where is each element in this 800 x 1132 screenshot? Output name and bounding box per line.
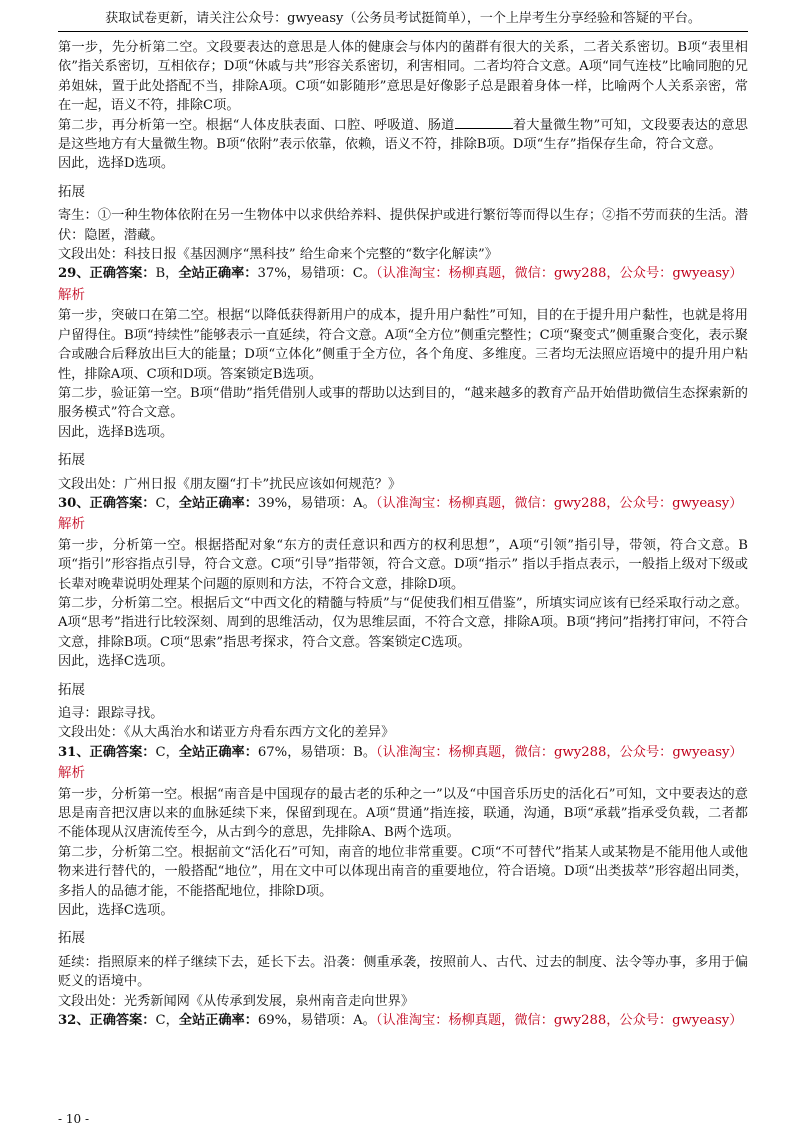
step-2-text-before: 第二步，再分析第一空。根据“人体皮肤表面、口腔、呼吸道、肠道 (58, 117, 455, 133)
answer-key-label: 正确答案： (89, 495, 156, 511)
analysis-step-1: 第一步，分析第一空。根据搭配对象“东方的责任意识和西方的权利思想”，A项“引领”指引导，带领，符合文意。B项“指引”形容指点引导，符合文意。C项“引导”指带领，符合文意。D项“指示” 指以手指点表示，一般指上级对下级或长辈对晚辈说明处理某个问题的原则和方法，不符合文意，排除D项。 (58, 537, 748, 592)
accuracy-label: 全站正确率： (178, 266, 258, 282)
extension-label: 拓展 (58, 183, 85, 200)
analysis-step-2 (58, 116, 748, 155)
promo-text: （认准淘宝：杨柳真题，微信：gwy288，公众号：gwyeasy） (376, 266, 743, 282)
analysis-step-2: 第二步，分析第二空。根据前文“活化石”可知，南音的地位非常重要。C项“不可替代”指某人或某物是不能用他人或他物来进行替代的，一般搭配“地位”，用在文中可以体现出南音的重要地位，符合语境。D项“出类拔萃”形容超出同类，多指人的品德才能，不能搭配地位，排除D项。 (58, 844, 748, 899)
analysis-step-1: 第一步，分析第一空。根据“南音是中国现存的最古老的乐种之一”以及“中国音乐历史的活化石”可知，文中要表达的意思是南音把汉唐以来的血脉延续下来，保留到现在。A项“贯通”指连接，联通，沟通，B项“承载”指承受负载，二者都不能体现从汉唐流传至今，从古到今的意思，先排除A、B两个选项。 (58, 786, 748, 841)
question-number: 30、 (58, 495, 90, 511)
extension-label: 拓展 (58, 452, 85, 469)
question-31 (58, 743, 748, 1011)
extension-text: 追寻：跟踪寻找。 (58, 706, 164, 721)
question-29 (58, 264, 748, 493)
analysis-step-1: 第一步，先分析第二空。文段要表达的意思是人体的健康会与体内的菌群有很大的关系，二者关系密切。B项“表里相依”指关系密切，互相依存；D项“休戚与共”形容关系密切，利害相同。二者均符合文意。A项“同气连枝”比喻同胞的兄弟姐妹，置于此处搭配不当，排除A项。C项“如影随形”意思是好像影子总是跟着身体一样，比喻两个人关系亲密，常在一起，语义不符，排除C项。 (58, 40, 748, 114)
accuracy-value: 67%，易错项：B。 (257, 744, 377, 760)
answer-line (58, 494, 748, 513)
question-number: 32、 (58, 1013, 90, 1029)
analysis-label: 解析 (58, 765, 85, 782)
accuracy-value: 39%，易错项：A。 (257, 495, 376, 511)
page-number: - 10 - (58, 1112, 90, 1126)
accuracy-value: 37%，易错项：C。 (257, 266, 377, 282)
answer-key-label: 正确答案： (89, 1013, 156, 1029)
source-text: 文段出处：广州日报《朋友圈“打卡”扰民应该如何规范？》 (58, 476, 402, 492)
extension-text: 寄生：①一种生物体依附在另一生物体中以求供给养料、提供保护或进行繁衍等而得以生存；②指不劳而获的生活。潜伏：隐匿，潜藏。 (58, 208, 748, 243)
accuracy-label: 全站正确率： (178, 1013, 258, 1029)
extension-label: 拓展 (58, 681, 85, 698)
answer-line (58, 743, 748, 762)
fill-blank (455, 117, 513, 129)
page-header: 获取试卷更新，请关注公众号：gwyeasy（公务员考试挺简单），一个上岸考生分享经验和答疑的平台。 (58, 10, 748, 32)
answer-key-label: 正确答案： (89, 266, 156, 282)
promo-text: （认准淘宝：杨柳真题，微信：gwy288，公众号：gwyeasy） (375, 495, 743, 511)
analysis-label: 解析 (58, 516, 85, 533)
question-number: 29、 (58, 266, 90, 282)
question-28-analysis (58, 38, 748, 264)
accuracy-value: 69%，易错项：A。 (257, 1013, 376, 1029)
extension-label: 拓展 (58, 930, 85, 947)
step-2-text-after: 着大量微生物”可知，文段要表达的意思是这些地方有大量微生物。B项“依附”表示依靠，依赖，语义不符，排除B项。D项“生存”指保存生命，符合文意。 (58, 117, 748, 153)
answer-line (58, 264, 748, 283)
question-30 (58, 494, 748, 743)
answer-line (58, 1011, 748, 1030)
question-32 (58, 1011, 748, 1030)
analysis-step-1: 第一步，突破口在第二空。根据“以降低获得新用户的成本，提升用户黏性”可知，目的在于提升用户黏性，也就是将用户留得住。B项“持续性”能够表示一直延续，符合文意。A项“全方位”侧重完整性；C项“聚变式”侧重聚合变化，表示聚合或融合后释放出巨大的能量；D项“立体化”侧重于全方位，各个角度、多维度。三者均无法照应语境中的提升用户粘性，排除A项、C项和D项。答案锁定B选项。 (58, 308, 748, 382)
extension-text: 延续：指照原来的样子继续下去，延长下去。沿袭：侧重承袭，按照前人、古代、过去的制度、法令等办事，多用于偏贬义的语境中。 (58, 954, 748, 990)
accuracy-label: 全站正确率： (178, 744, 258, 760)
accuracy-label: 全站正确率： (178, 495, 258, 511)
source-text: 文段出处：科技日报《基因测序“黑科技” 给生命来个完整的“数字化解读”》 (58, 247, 498, 263)
answer-value: C， (155, 744, 179, 760)
source-text: 文段出处：《从大禹治水和诺亚方舟看东西方文化的差异》 (58, 725, 395, 741)
analysis-conclusion: 因此，选择C选项。 (58, 903, 174, 919)
analysis-step-2: 第二步，验证第一空。B项“借助”指凭借别人或事的帮助以达到目的，“越来越多的教育产品开始借助微信生态探索新的服务模式”符合文意。 (58, 385, 748, 421)
analysis-label: 解析 (58, 286, 85, 303)
answer-value: B， (155, 266, 179, 282)
analysis-conclusion: 因此，选择D选项。 (58, 156, 175, 172)
analysis-step-2: 第二步，分析第二空。根据后文“中西文化的精髓与特质”与“促使我们相互借鉴”，所填实词应该有已经采取行动之意。A项“思考”指进行比较深刻、周到的思维活动，仅为思维层面，不符合文意，排除A项。B项“拷问”指拷打审问，不符合文意，排除B项。C项“思索”指思考探求，符合文意。答案锁定C选项。 (58, 595, 748, 650)
question-number: 31、 (58, 744, 90, 760)
promo-text: （认准淘宝：杨柳真题，微信：gwy288，公众号：gwyeasy） (376, 744, 743, 760)
analysis-conclusion: 因此，选择B选项。 (58, 424, 174, 440)
answer-key-label: 正确答案： (89, 744, 156, 760)
answer-value: C， (155, 1013, 179, 1029)
source-text: 文段出处：光秀新闻网《从传承到发展，泉州南音走向世界》 (58, 993, 415, 1009)
promo-text: （认准淘宝：杨柳真题，微信：gwy288，公众号：gwyeasy） (375, 1013, 743, 1029)
answer-value: C， (155, 495, 179, 511)
analysis-conclusion: 因此，选择C选项。 (58, 654, 174, 670)
